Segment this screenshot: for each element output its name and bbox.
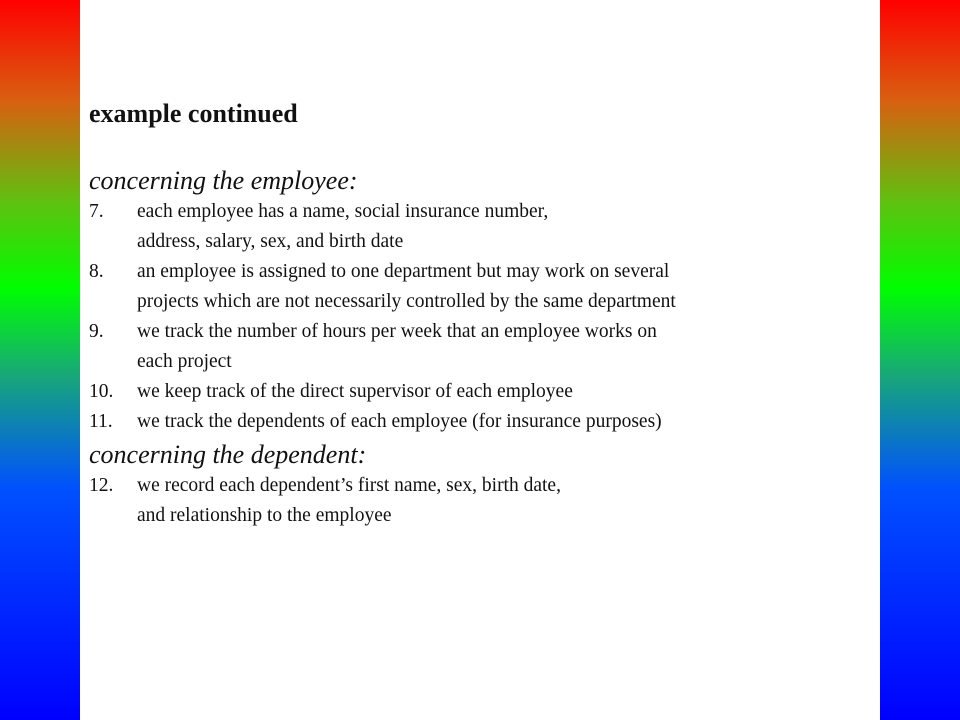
item-text-line: each project (137, 351, 232, 372)
dependent-requirements-list (89, 471, 879, 531)
item-text-line: and relationship to the employee (137, 505, 392, 526)
item-number: 8. (89, 261, 104, 282)
section-heading-employee: concerning the employee: (89, 166, 358, 195)
item-number: 9. (89, 321, 104, 342)
item-number: 7. (89, 201, 104, 222)
right-gradient-bar (880, 0, 960, 720)
slide-content (89, 96, 879, 533)
item-number: 12. (89, 475, 114, 496)
item-text-line: projects which are not necessarily controlled by the same department (137, 291, 676, 312)
list-item (89, 317, 879, 377)
left-gradient-bar (0, 0, 80, 720)
item-text-line: we track the number of hours per week that an employee works on (137, 321, 657, 342)
list-item (89, 197, 879, 257)
employee-requirements-list (89, 197, 879, 437)
item-number: 11. (89, 411, 113, 432)
list-item (89, 377, 879, 407)
slide-title: example continued (89, 99, 298, 128)
item-text-line: an employee is assigned to one department but may work on several (137, 261, 670, 282)
item-text-line: address, salary, sex, and birth date (137, 231, 404, 252)
item-text-line: we record each dependent’s first name, sex, birth date, (137, 475, 561, 496)
list-item (89, 471, 879, 531)
section-heading-dependent: concerning the dependent: (89, 440, 367, 469)
item-text-line: each employee has a name, social insurance number, (137, 201, 549, 222)
item-text-line: we track the dependents of each employee (for insurance purposes) (137, 411, 662, 432)
list-item (89, 257, 879, 317)
item-text-line: we keep track of the direct supervisor of each employee (137, 381, 573, 402)
list-item (89, 407, 879, 437)
item-number: 10. (89, 381, 114, 402)
